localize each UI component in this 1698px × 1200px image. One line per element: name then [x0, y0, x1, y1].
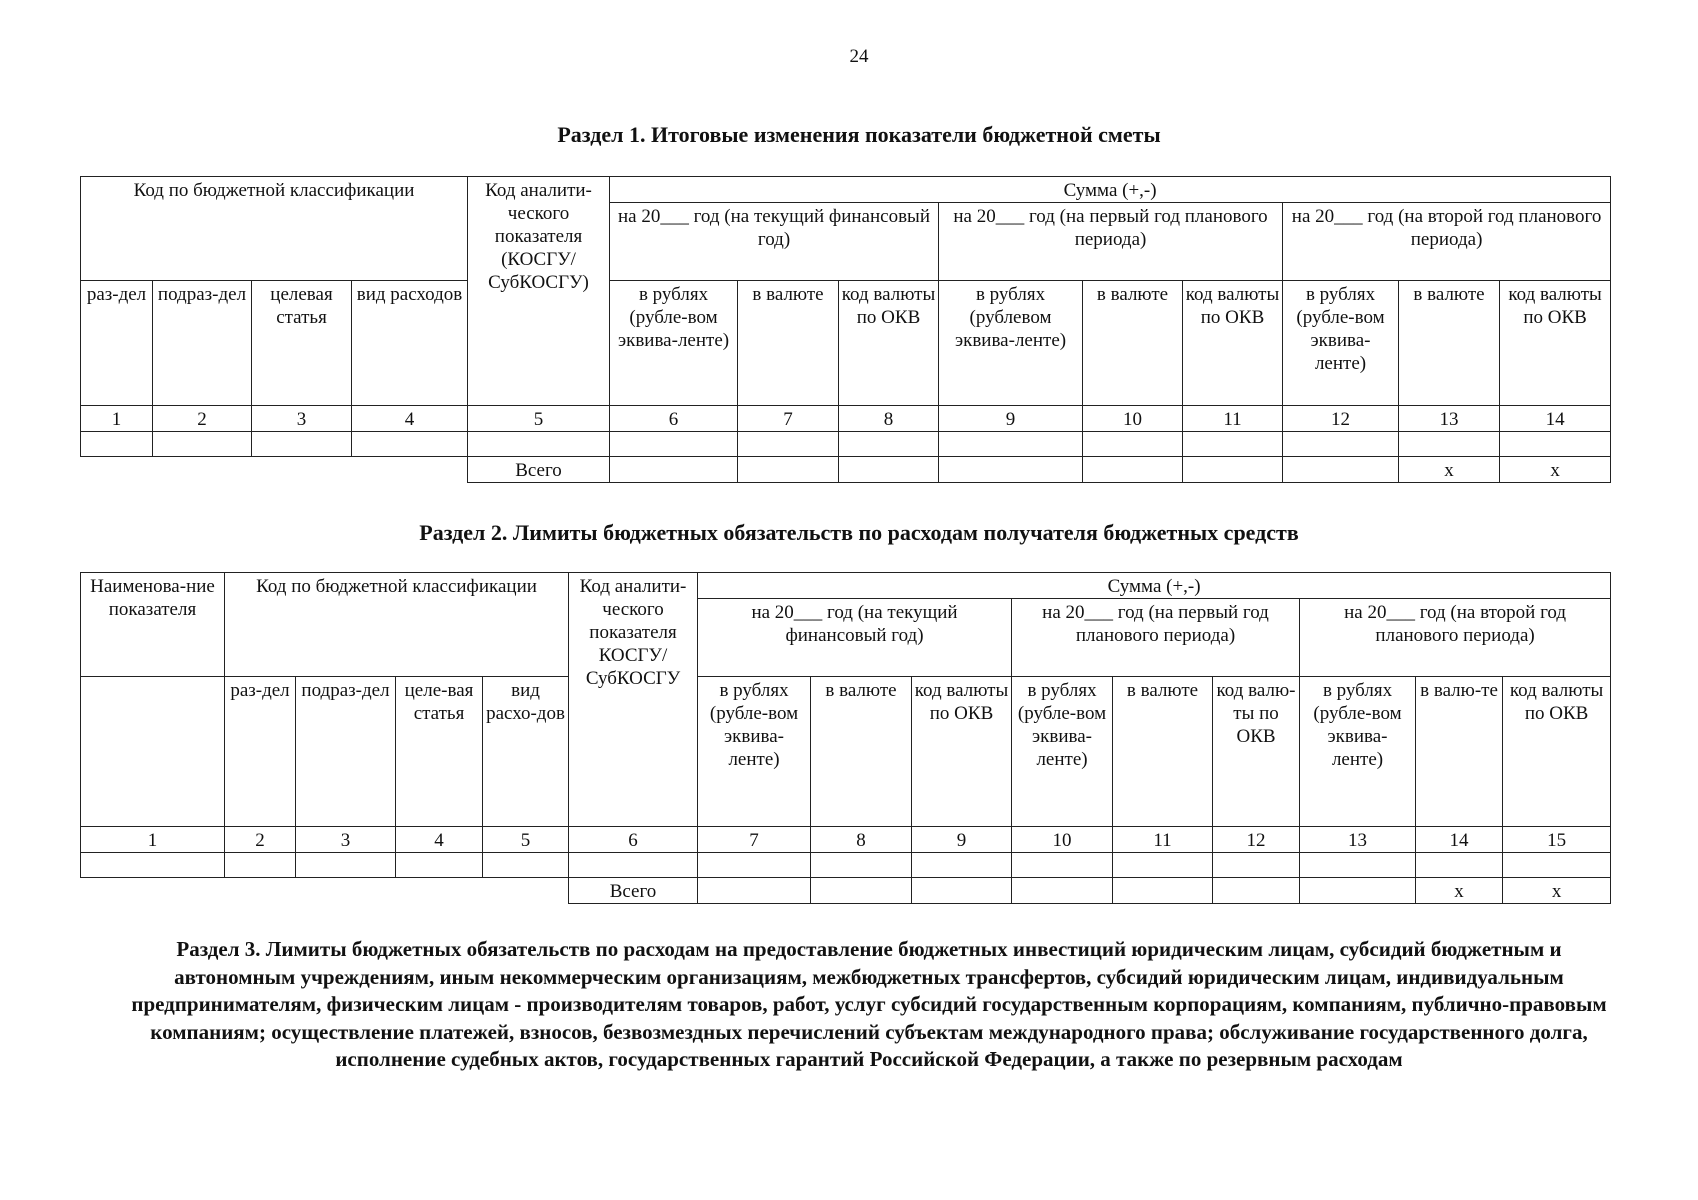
s2-col-num: 4: [396, 827, 483, 853]
s2-header-analytic: Код аналити-ческого показателя КОСГУ/ СубКОСГУ: [569, 573, 698, 827]
s1-header-okv2: код валюты по ОКВ: [1183, 281, 1283, 406]
section1-title: Раздел 1. Итоговые изменения показатели бюджетной сметы: [557, 122, 1161, 147]
s1-empty-row: [81, 432, 1611, 457]
s1-col-num: 9: [939, 406, 1083, 432]
s1-header-okv3: код валюты по ОКВ: [1500, 281, 1611, 406]
s2-total-row: [81, 878, 1611, 904]
s2-header-name: Наименова-ние показателя: [81, 573, 225, 677]
s2-col-num: 9: [912, 827, 1012, 853]
s1-header-val1: в валюте: [738, 281, 839, 406]
s1-header-razdel: раз-дел: [81, 281, 153, 406]
section2-table: [80, 572, 1611, 904]
s2-header-okv3: код валюты по ОКВ: [1503, 677, 1611, 827]
s2-header-year3: на 20___ год (на второй год планового периода): [1300, 599, 1611, 677]
s1-col-num: 7: [738, 406, 839, 432]
s2-header-rub1: в рублях (рубле-вом эквива-ленте): [698, 677, 811, 827]
s2-col-num: 2: [225, 827, 296, 853]
s1-total-label: Всего: [468, 457, 610, 483]
s2-header-okv2: код валю-ты по ОКВ: [1213, 677, 1300, 827]
s1-header-code-classification: Код по бюджетной классификации: [81, 177, 468, 281]
s1-header-podrazdel: подраз-дел: [153, 281, 252, 406]
s2-col-num: 3: [296, 827, 396, 853]
s2-col-num: 11: [1113, 827, 1213, 853]
s2-col-num: 14: [1416, 827, 1503, 853]
s1-col-num: 11: [1183, 406, 1283, 432]
s1-total-row: [81, 457, 1611, 483]
s2-header-code-classification: Код по бюджетной классификации: [225, 573, 569, 677]
s2-header-tselevaya: целе-вая статья: [396, 677, 483, 827]
page-number: 24: [849, 46, 869, 67]
s2-empty-row: [81, 853, 1611, 878]
s1-col-num: 6: [610, 406, 738, 432]
s2-col-num: 5: [483, 827, 569, 853]
s2-header-val1: в валюте: [811, 677, 912, 827]
s1-header-tselevaya: целевая статья: [252, 281, 352, 406]
s1-header-rub2: в рублях (рублевом эквива-ленте): [939, 281, 1083, 406]
s2-total-x: х: [1416, 878, 1503, 904]
s2-header-year1: на 20___ год (на текущий финансовый год): [698, 599, 1012, 677]
s1-header-rub3: в рублях (рубле-вом эквива-ленте): [1283, 281, 1399, 406]
s2-col-num: 15: [1503, 827, 1611, 853]
s2-header-podrazdel: подраз-дел: [296, 677, 396, 827]
s1-header-val3: в валюте: [1399, 281, 1500, 406]
section2-title: Раздел 2. Лимиты бюджетных обязательств по расходам получателя бюджетных средств: [419, 520, 1299, 545]
s1-col-num: 14: [1500, 406, 1611, 432]
s1-col-num: 8: [839, 406, 939, 432]
s1-header-okv1: код валюты по ОКВ: [839, 281, 939, 406]
s2-col-num: 7: [698, 827, 811, 853]
s2-total-label: Всего: [569, 878, 698, 904]
s2-col-num: 1: [81, 827, 225, 853]
s2-header-vid: вид расхо-дов: [483, 677, 569, 827]
s2-col-num: 12: [1213, 827, 1300, 853]
s1-col-num: 2: [153, 406, 252, 432]
s1-header-year1: на 20___ год (на текущий финансовый год): [610, 203, 939, 281]
s1-header-analytic: Код аналити-ческого показателя (КОСГУ/ СубКОСГУ): [468, 177, 610, 406]
s1-column-numbers-row: [81, 406, 1611, 432]
s2-header-sum: Сумма (+,-): [698, 573, 1611, 599]
s1-header-rub1: в рублях (рубле-вом эквива-ленте): [610, 281, 738, 406]
s2-header-val3: в валю-те: [1416, 677, 1503, 827]
s1-col-num: 10: [1083, 406, 1183, 432]
s1-col-num: 4: [352, 406, 468, 432]
s1-header-vid: вид расходов: [352, 281, 468, 406]
s2-header-okv1: код валюты по ОКВ: [912, 677, 1012, 827]
s1-total-x: х: [1500, 457, 1611, 483]
s1-col-num: 12: [1283, 406, 1399, 432]
s2-header-year2: на 20___ год (на первый год планового периода): [1012, 599, 1300, 677]
s1-col-num: 13: [1399, 406, 1500, 432]
s1-col-num: 1: [81, 406, 153, 432]
s1-header-sum: Сумма (+,-): [610, 177, 1611, 203]
s2-header-razdel: раз-дел: [225, 677, 296, 827]
s1-header-year2: на 20___ год (на первый год планового периода): [939, 203, 1283, 281]
s2-header-rub2: в рублях (рубле-вом эквива-ленте): [1012, 677, 1113, 827]
s1-header-year3: на 20___ год (на второй год планового периода): [1283, 203, 1611, 281]
s2-col-num: 10: [1012, 827, 1113, 853]
s2-col-num: 8: [811, 827, 912, 853]
s1-col-num: 3: [252, 406, 352, 432]
s2-total-x: х: [1503, 878, 1611, 904]
section1-table: [80, 176, 1611, 483]
section3-title: Раздел 3. Лимиты бюджетных обязательств по расходам на предоставление бюджетных инвестиций юридическим лицам, субсидий бюджетным и автономным учреждениям, иным некоммерческим организациям, межбюджетных трансфертов, субсидий юридическим лицам, индивидуальным предпринимателям, физическим лицам - производителям товаров, работ, услуг субсидий государственным корпорациям, компаниям, публично-правовым компаниям; осуществление платежей, взносов, безвозмездных перечислений субъектам международного права; обслуживание государственного долга, исполнение судебных актов, государственных гарантий Российской Федерации, а также по резервным расходам: [131, 937, 1607, 1071]
s2-col-num: 6: [569, 827, 698, 853]
s1-header-val2: в валюте: [1083, 281, 1183, 406]
s2-col-num: 13: [1300, 827, 1416, 853]
s2-column-numbers-row: [81, 827, 1611, 853]
s2-header-val2: в валюте: [1113, 677, 1213, 827]
s1-total-x: х: [1399, 457, 1500, 483]
s2-header-rub3: в рублях (рубле-вом эквива-ленте): [1300, 677, 1416, 827]
s1-col-num: 5: [468, 406, 610, 432]
